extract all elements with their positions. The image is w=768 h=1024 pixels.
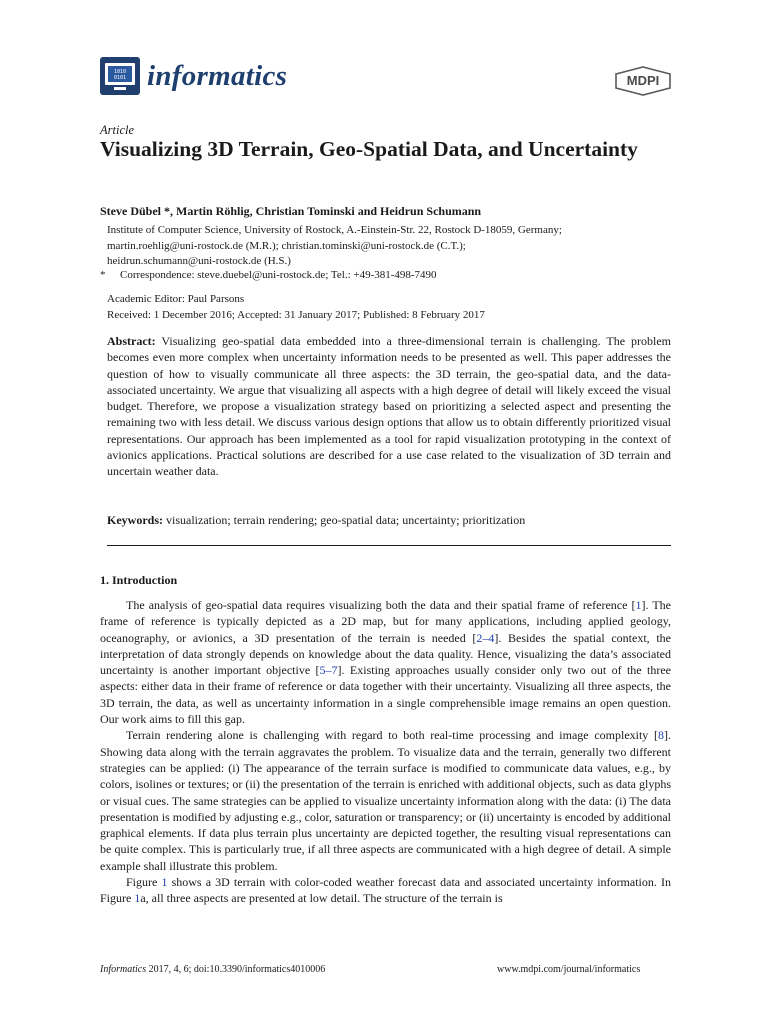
article-title: Visualizing 3D Terrain, Geo-Spatial Data, and Uncertainty (100, 137, 638, 161)
text-run: The analysis of geo-spatial data requires visualizing both the data and their spatial frame of reference [ (126, 598, 636, 612)
keywords (107, 512, 671, 528)
affiliation (107, 223, 667, 270)
footer-url[interactable]: www.mdpi.com/journal/informatics (497, 964, 641, 975)
citation-link[interactable]: 1 (635, 598, 642, 612)
correspondence (100, 268, 670, 284)
footer-citation (100, 964, 325, 975)
article-type: Article (100, 123, 135, 137)
citation-link[interactable]: 2–4 (476, 630, 495, 645)
text-run: a, all three aspects are presented at low detail. The structure of the terrain is (140, 891, 503, 906)
svg-text:1010: 1010 (113, 69, 127, 75)
publisher-logo-text: MDPI (626, 73, 660, 88)
text-run: shows a 3D terrain with color-coded weather forecast data and associated uncertainty information. In Figure (100, 875, 671, 906)
affiliation-line: martin.roehlig@uni-rostock.de (M.R.); christian.tominski@uni-rostock.de (C.T.); (107, 239, 466, 252)
text-run: Terrain rendering alone is challenging with regard to both real-time processing and image complexity [ (126, 728, 658, 743)
keywords-text: visualization; terrain rendering; geo-spatial data; uncertainty; prioritization (166, 513, 526, 527)
body-text (100, 597, 671, 907)
journal-logo-icon (100, 57, 140, 95)
footer-journal: Informatics (100, 964, 147, 975)
affiliation-line: heidrun.schumann@uni-rostock.de (H.S.) (107, 255, 291, 268)
abstract-label: Abstract: (107, 334, 156, 348)
text-run: Figure (126, 875, 162, 890)
footer-citation-text: 2017, 4, 6; doi:10.3390/informatics4010006 (146, 964, 326, 975)
text-run: ]. Existing approaches usually consider only two out of the three aspects: either data in their frame of reference or data together with their uncertainty. Visualizing all three aspects, the 3D terrain, the data, as well as uncertainty information in a single comprehensible image remains an open question. Our work aims to fill this gap. (100, 663, 671, 727)
svg-text:0101: 0101 (113, 75, 127, 81)
affiliation-line: Institute of Computer Science, University of Rostock, A.-Einstein-Str. 22, Rostock D-18059, Germany; (107, 224, 562, 236)
publication-dates: Received: 1 December 2016; Accepted: 31 January 2017; Published: 8 February 2017 (107, 308, 485, 321)
figure-link[interactable]: 1 (161, 875, 168, 890)
text-run: ]. The frame of reference is typically depicted as a 2D map, but for many applications, including applied geology, oceanography, or avionics, a 3D presentation of the terrain is needed [ (100, 598, 671, 645)
paragraph (100, 874, 671, 907)
citation-link[interactable]: 5–7 (319, 663, 338, 678)
paragraph (100, 597, 671, 727)
article-dates (107, 292, 667, 323)
correspondence-text: Correspondence: steve.duebel@uni-rostock.de; Tel.: +49-381-498-7490 (120, 269, 437, 281)
abstract-text: Visualizing geo-spatial data embedded into a three-dimensional terrain is challenging. The problem becomes even more complex when uncertainty information needs to be presented as well. This paper addresses the question of how to visually communicate all three aspects: the 3D terrain, the geo-spatial data, and the data-associated uncertainty. We argue that visualizing all aspects with a high degree of detail will likely exceed the visual budget. Therefore, we propose a visualization strategy based on prioritizing a selected aspect and presenting the remaining two with less detail. We discuss various design options that allow us to obtain differently prioritized visual representations. Our approach has been implemented as a tool for rapid visualization prototyping in the context of avionics applications. Practical solutions are described for a use case related to the visualization of 3D terrain and uncertain weather data. (107, 334, 671, 479)
publisher-logo (614, 66, 672, 96)
section-heading: 1. Introduction (100, 573, 178, 587)
author-list: Steve Dübel *, Martin Röhlig, Christian Tominski and Heidrun Schumann (100, 204, 482, 218)
keywords-label: Keywords: (107, 513, 163, 527)
section-divider (107, 545, 671, 546)
journal-name: informatics (147, 60, 288, 92)
text-run: ]. Besides the spatial context, the interpretation of data strongly depends on knowledge about the data quality. Hence, visualizing the data’s associated uncertainty is another important objective [ (100, 630, 671, 678)
correspondence-mark: * (100, 269, 106, 281)
academic-editor: Academic Editor: Paul Parsons (107, 293, 245, 305)
text-run: ]. Showing data along with the terrain aggravates the problem. To visualize data and the terrain, generally two different strategies can be applied: (i) The appearance of the terrain surface is modified to communicate data values, e.g., by colors, isolines or textures; or (ii) the presentation of the terrain is enriched with additional objects, such as data glyphs or visual cues. The same strategies can be applied to visualize uncertainty information along with the data: (i) The data presentation is modified by adjusting e.g., color, saturation or transparency; or (ii) uncertainty is encoded by additional graphical elements. If data plus terrain plus uncertainty are depicted together, the resulting visual representations can be quite complex. This is particularly true, if all three aspects are communicated with a high degree of detail. A simple example shall illustrate this problem. (100, 728, 671, 873)
citation-link[interactable]: 8 (658, 728, 664, 743)
paragraph (100, 727, 671, 874)
abstract (107, 333, 671, 480)
figure-link[interactable]: 1 (134, 891, 141, 906)
